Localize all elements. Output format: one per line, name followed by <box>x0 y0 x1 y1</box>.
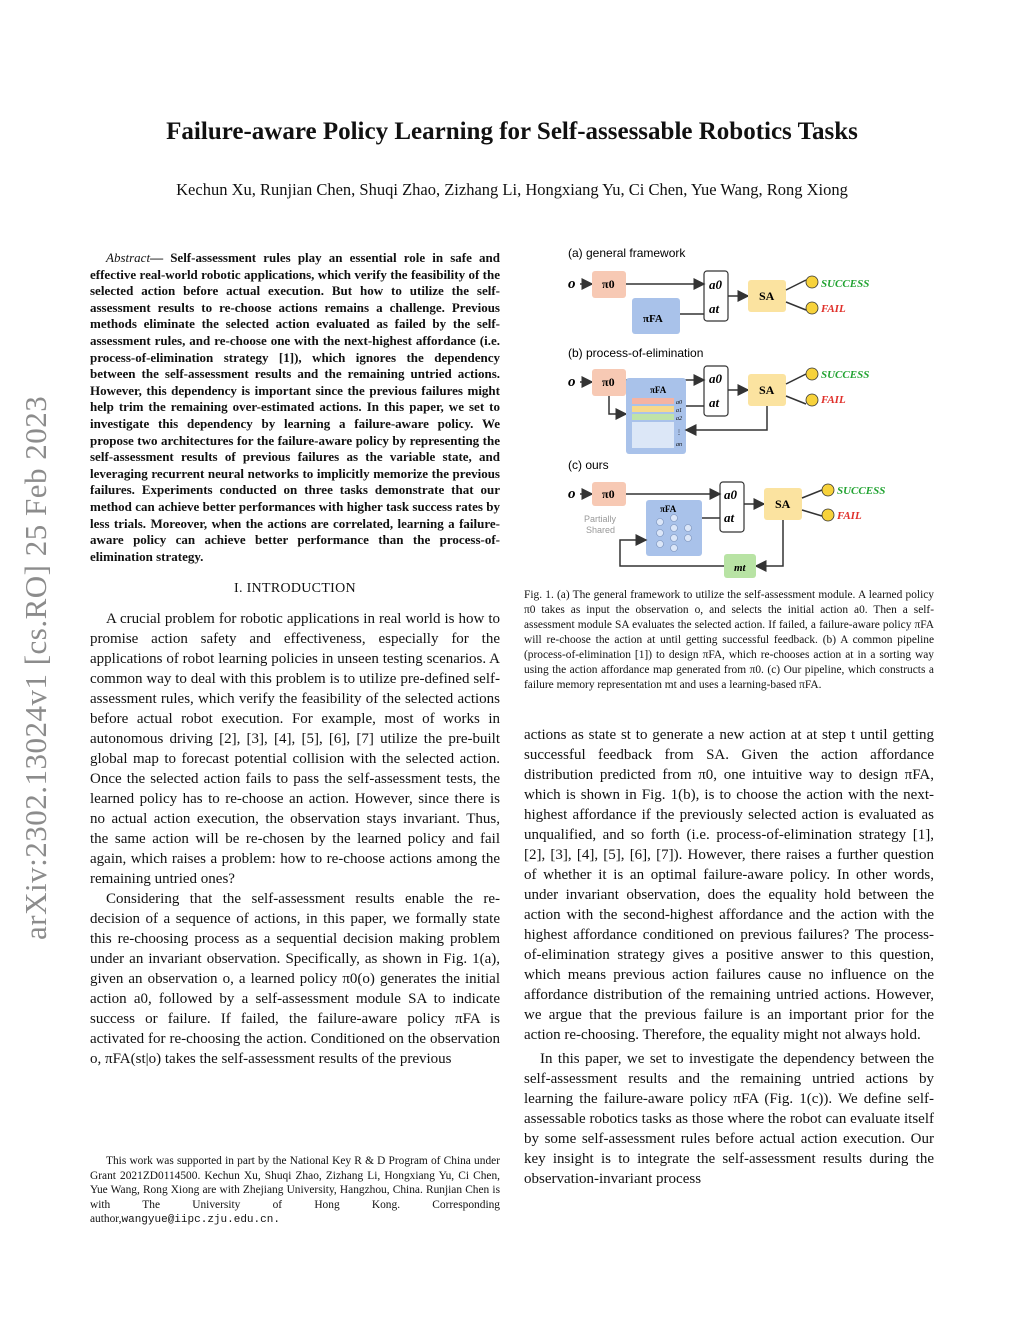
panel-b-happy-face-icon <box>806 368 818 380</box>
panel-b-bar-1 <box>632 398 674 404</box>
panel-b-bar-2 <box>632 406 674 412</box>
panel-b-pifa: πFA <box>650 385 667 395</box>
panel-b-list-an: an <box>676 442 682 448</box>
panel-b-pi0: π0 <box>602 375 615 389</box>
panel-c-at: at <box>724 510 735 525</box>
panel-b-arrow-success <box>786 374 806 384</box>
panel-a-sad-face-icon <box>806 302 818 314</box>
panel-c-partially: Partially <box>584 514 617 524</box>
panel-a-fail: FAIL <box>821 303 846 315</box>
panel-b-list-dots: ⋮ <box>676 430 682 436</box>
panel-c-sa: SA <box>775 497 791 511</box>
panel-c-pifa: πFA <box>660 504 677 514</box>
panel-b-bar-3 <box>632 414 674 420</box>
panel-a-at: at <box>709 301 720 316</box>
paper-title: Failure-aware Policy Learning for Self-assessable Robotics Tasks <box>166 118 858 145</box>
panel-b-observation: o <box>568 374 576 390</box>
panel-b-arrow-down <box>609 396 626 414</box>
panel-a-pifa: πFA <box>643 313 663 325</box>
panel-b-arrow-fail <box>786 396 806 404</box>
panel-b-a0: a0 <box>709 371 722 386</box>
figure-1 <box>560 240 940 580</box>
footnote <box>90 1154 500 1228</box>
panel-b-list-a2: a2 <box>676 416 682 422</box>
panel-b-bar-4 <box>632 422 674 448</box>
panel-a-sa: SA <box>759 289 775 303</box>
intro-paragraph-1: A crucial problem for robotic applications in real world is how to promise action safety and effectiveness, especially for the applications of robot learning policies in unseen testing scenarios. A common way to deal with this problem is to utilize pre-defined self-assessment rules, which verify the feasibility of the selected actions before actual robot execution. For example, most of works in autonomous driving [2], [3], [4], [5], [6], [7] utilize the pre-built global map to forecast potential collision with the selected action. Once the selected action fails to pass the self-assessment tests, the learned policy has to re-choose an action. However, since there is no actual action execution, the observation stays invariant. Thus, the same action will be re-chosen by the learned policy and fail again, which raises a problem: how to re-choose actions among the remaining untried ones? <box>90 611 500 888</box>
panel-c-label: (c) ours <box>568 458 609 472</box>
author-list: Kechun Xu, Runjian Chen, Shuqi Zhao, Zizhang Li, Hongxiang Yu, Ci Chen, Yue Wang, Rong Xiong <box>176 180 848 199</box>
panel-a-arrow-success <box>786 280 806 290</box>
abstract <box>90 250 500 565</box>
figure-caption: Fig. 1. (a) The general framework to utilize the self-assessment module. A learned policy π0 takes as input the observation o, and selects the initial action a0. Then a self-assessment module SA evaluates the selected action. If failed, a failure-aware policy πFA will re-choose the action at until getting successful feedback. (b) A common pipeline (process-of-elimination [1]) to design πFA, which re-chooses action at in a sorting way using the action affordance map generated from π0. (c) Our pipeline, which constructs a failure memory representation mt and uses a learning-based πFA. <box>524 589 934 691</box>
panel-b-feedback-arrow <box>686 406 767 430</box>
panel-c-happy-face-icon <box>822 484 834 496</box>
panel-a-happy-face-icon <box>806 276 818 288</box>
panel-c-fail: FAIL <box>837 510 862 522</box>
panel-a-arrow-fail <box>786 302 806 310</box>
panel-a-label: (a) general framework <box>568 246 686 260</box>
section-heading-introduction: I. INTRODUCTION <box>234 581 356 597</box>
panel-a-success: SUCCESS <box>821 278 870 290</box>
panel-b-fail: FAIL <box>821 394 846 406</box>
panel-c-pi0: π0 <box>602 487 615 501</box>
panel-c-mt: mt <box>734 562 746 574</box>
panel-b-label: (b) process-of-elimination <box>568 346 704 360</box>
panel-c-feedback-arrow <box>756 520 783 566</box>
panel-b-success: SUCCESS <box>821 369 870 381</box>
footnote-text: This work was supported in part by the National Key R & D Program of China under Grant 2021ZD0114500. Kechun Xu, Shuqi Zhao, Zizhang Li, Hongxiang Yu, Ci Chen, Yue Wang, Rong Xiong are with Zhejiang University, Hangzhou, China. Runjian Chen is with The University of Hong Kong. Corresponding author, <box>90 1155 500 1225</box>
right-column <box>524 725 934 1189</box>
panel-b-list-a0: a0 <box>676 400 682 406</box>
panel-c-arrow-fail <box>802 510 822 516</box>
intro-paragraph-2: Considering that the self-assessment results enable the re-decision of a sequence of actions, in this paper, we formally state this re-choosing process as a sequential decision making problem under an invariant observation. Specifically, as shown in Fig. 1(a), given an observation o, a learned policy π0(o) generates the initial action a0, followed by a self-assessment module SA to indicate success or failure. If failed, the failure-aware policy πFA is activated for re-choosing the action. Conditioned on the observation o, πFA(st|o) takes the self-assessment results of the previous <box>90 891 500 1068</box>
panel-b-sad-face-icon <box>806 394 818 406</box>
panel-c-success: SUCCESS <box>837 485 886 497</box>
panel-b-sa: SA <box>759 383 775 397</box>
panel-c-arrow-success <box>802 490 822 498</box>
panel-a-pi0: π0 <box>602 277 615 291</box>
right-paragraph-1: actions as state st to generate a new action at at step t until getting successful feedback from SA. Given the action affordance distribution predicted from π0, one intuitive way to design πFA, which is shown in Fig. 1(b), is to choose the action with the next-highest affordance if the previously selected action is evaluated as unqualified, and so forth (i.e. process-of-elimination strategy [1], [2], [3], [4], [5], [6], [7]). However, there raises a further question of whether it is an optimal failure-aware policy. In other words, under invariant observation, does the equality hold between the action with the second-highest affordance and the action with the highest affordance conditioned on previous failures? The process-of-elimination strategy gives a positive answer to this question, which means previous action failures cause no influence on the affordance distribution of the remaining untried actions. However, we argue that the previous failure is an important prior for the action re-choosing. Therefore, the equality might not always hold. <box>524 727 934 1043</box>
left-column <box>90 250 500 1069</box>
panel-c-sad-face-icon <box>822 509 834 521</box>
panel-b-at: at <box>709 395 720 410</box>
panel-c-shared: Shared <box>586 525 616 535</box>
panel-c-observation: o <box>568 486 576 502</box>
panel-b-list-a1: a1 <box>676 408 682 414</box>
right-paragraph-2: In this paper, we set to investigate the dependency between the self-assessment results and the remaining untried actions by learning the failure-aware policy πFA (Fig. 1(c)). We define self-assessable robotics tasks as those where the robot can evaluate itself by some self-assessment rules before actual action execution. Our key insight is to integrate the self-assessment results during the observation-invariant process <box>524 1051 934 1187</box>
abstract-text: — Self-assessment rules play an essential role in safe and effective real-world robotic applications, which verify the feasibility of the selected action before actual execution. But how to utilize the self-assessment results to re-choose actions remains a challenge. Previous methods eliminate the selected action evaluated as failed by the self-assessment rules, and re-choose one with the next-highest affordance (i.e. process-of-elimination strategy [1]), which ignores the dependency between the self-assessment results and the remaining untried actions. However, this dependency is important since the previous failures might help trim the remaining over-estimated actions. In this paper, we set to investigate this dependency by learning a failure-aware policy. We propose two architectures for the failure-aware policy by representing the self-assessment results of previous failures as the variable state, and leveraging recurrent neural networks to implicitly memorize the previous failures. Experiments conducted on three tasks demonstrate that our method can achieve better performances with higher task success rates by less trials. Moreover, when the actions are correlated, learning a failure-aware policy can achieve better performance than the process-of-elimination strategy. <box>90 250 500 564</box>
panel-a-observation: o <box>568 276 576 292</box>
footnote-email: wangyue@iipc.zju.edu.cn. <box>121 1214 280 1226</box>
panel-a-a0: a0 <box>709 277 722 292</box>
abstract-label: Abstract <box>106 250 151 265</box>
panel-c-a0: a0 <box>724 487 737 502</box>
arxiv-identifier: arXiv:2302.13024v1 [cs.RO] 25 Feb 2023 <box>18 395 53 940</box>
